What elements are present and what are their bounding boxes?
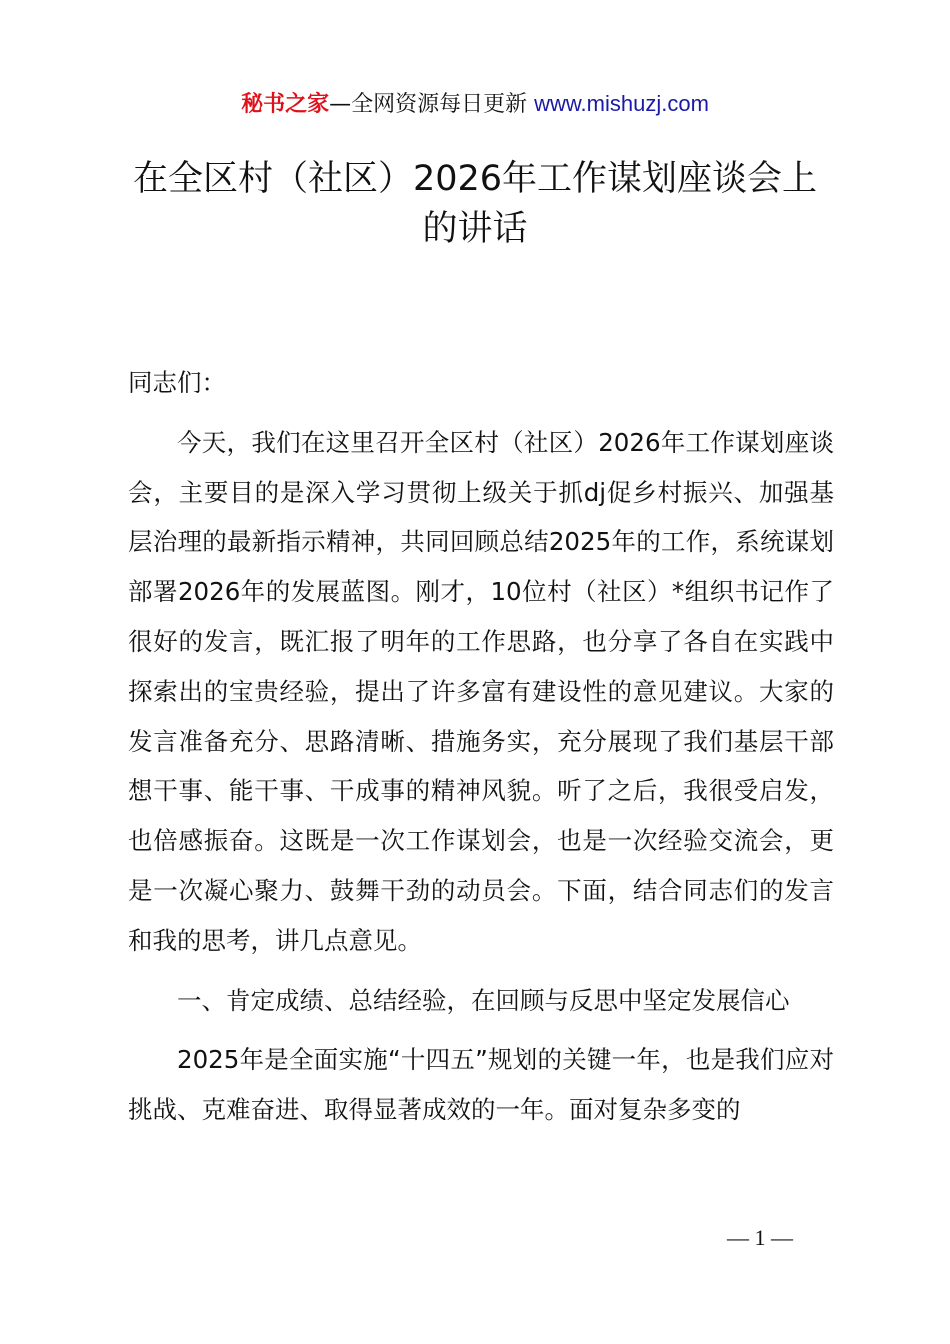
brand-name: 秘书之家 xyxy=(241,92,330,117)
section-paragraph: 2025年是全面实施“十四五”规划的关键一年，也是我们应对挑战、克难奋进、取得显著成效的一年。面对复杂多变的 xyxy=(128,1045,834,1125)
document-body xyxy=(128,358,834,1145)
page-number: — 1 — xyxy=(727,1225,793,1250)
document-title: 在全区村（社区）2026年工作谋划座谈会上的讲话 xyxy=(132,159,818,249)
site-header xyxy=(0,88,950,121)
body-paragraph: 今天，我们在这里召开全区村（社区）2026年工作谋划座谈会，主要目的是深入学习贯彻上级关于抓dj促乡村振兴、加强基层治理的最新指示精神，共同回顾总结2025年的工作，系统谋划部署2026年的发展蓝图。刚才，10位村（社区）*组织书记作了很好的发言，既汇报了明年的工作思路，也分享了各自在实践中探索出的宝贵经验，提出了许多富有建设性的意见建议。大家的发言准备充分、思路清晰、措施务实，充分展现了我们基层干部想干事、能干事、干成事的精神风貌。听了之后，我很受启发，也倍感振奋。这既是一次工作谋划会，也是一次经验交流会，更是一次凝心聚力、鼓舞干劲的动员会。下面，结合同志们的发言和我的思考，讲几点意见。 xyxy=(128,427,834,955)
site-url-link[interactable]: www.mishuzj.com xyxy=(534,91,709,116)
header-tagline: —全网资源每日更新 xyxy=(329,92,535,117)
salutation: 同志们： xyxy=(128,368,226,397)
section-heading: 一、肯定成绩、总结经验，在回顾与反思中坚定发展信心 xyxy=(177,985,790,1015)
